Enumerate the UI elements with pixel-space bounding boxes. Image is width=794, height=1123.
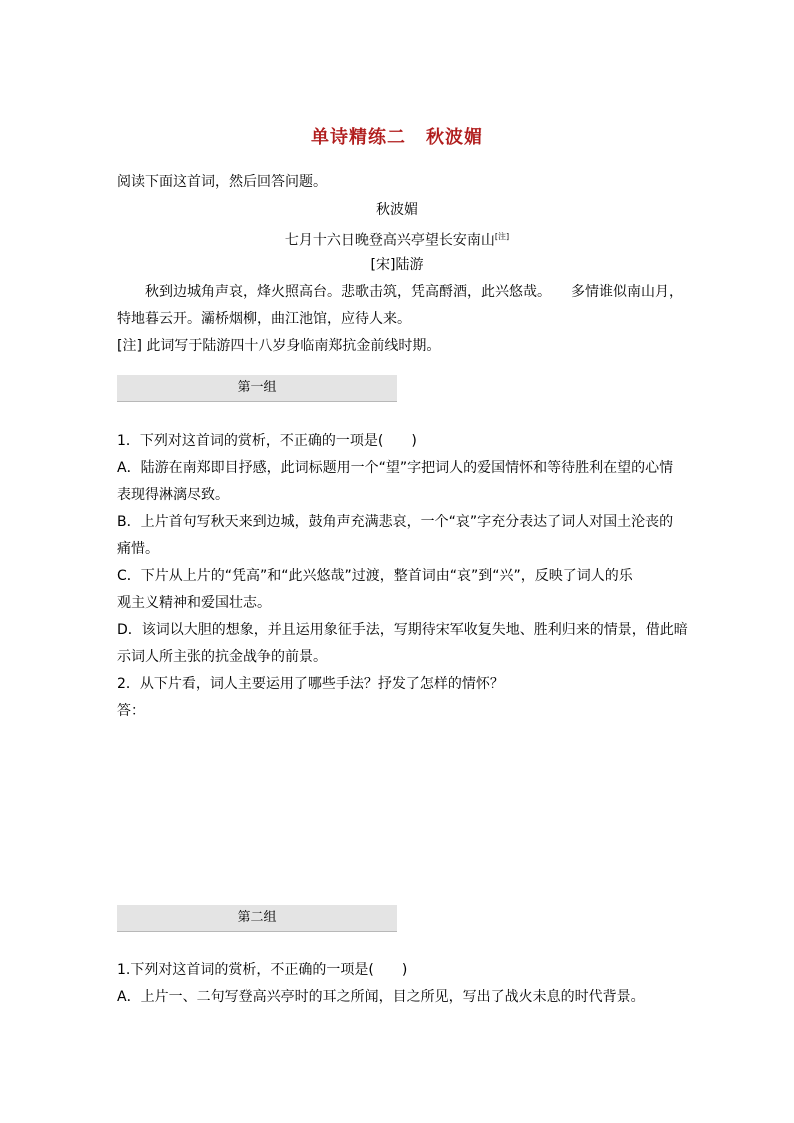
option-a-line-2: 表现得淋漓尽致。 <box>117 487 229 503</box>
footnote-text: 此词写于陆游四十八岁身临南郑抗金前线时期。 <box>146 338 441 354</box>
section-heading-group-2: 第二组 <box>117 905 397 932</box>
question-2: 2．从下片看，词人主要运用了哪些手法？抒发了怎样的情怀？ <box>117 676 504 692</box>
poem-line-1b: 多情谁似南山月， <box>571 284 683 300</box>
option-c-line-1: C．下片从上片的“凭高”和“此兴悠哉”过渡，整首词由“哀”到“兴”，反映了词人的乐 <box>117 568 633 584</box>
option-d-line-1: D．该词以大胆的想象，并且运用象征手法，写期待宋军收复失地、胜利归来的情景，借此暗 <box>117 622 688 638</box>
poem-line-1: 秋到边城角声哀，烽火照高台。悲歌击筑，凭高酹酒，此兴悠哉。 <box>145 284 551 300</box>
group-2-option-a: A．上片一、二句写登高兴亭时的耳之所闻，目之所见，写出了战火未息的时代背景。 <box>117 989 645 1005</box>
option-a-line-1: A．陆游在南郑即目抒感，此词标题用一个“望”字把词人的爱国情怀和等待胜利在望的心情 <box>117 460 674 476</box>
intro-text: 阅读下面这首词，然后回答问题。 <box>117 174 327 190</box>
page-title <box>0 123 794 149</box>
note-marker: [注] <box>494 232 510 241</box>
group-2-question-1: 1.下列对这首词的赏析，不正确的一项是( ) <box>117 962 408 978</box>
section-heading-group-1: 第一组 <box>117 375 397 402</box>
question-1: 1．下列对这首词的赏析，不正确的一项是( ) <box>117 433 417 449</box>
option-b-line-2: 痛惜。 <box>117 541 159 557</box>
poem-line-2: 特地暮云开。灞桥烟柳，曲江池馆，应待人来。 <box>117 311 411 327</box>
poem-subtitle <box>117 227 677 251</box>
title-poem-name: 秋波媚 <box>426 127 483 148</box>
option-c-line-2: 观主义精神和爱国壮志。 <box>117 595 271 611</box>
poem-author: [宋]陆游 <box>370 257 424 273</box>
footnote-label: [注] <box>117 338 142 354</box>
footnote <box>117 336 440 356</box>
title-main: 单诗精练二 <box>311 127 406 148</box>
option-d-line-2: 示词人所主张的抗金战争的前景。 <box>117 649 327 665</box>
option-b-line-1: B．上片首句写秋天来到边城，鼓角声充满悲哀，一个“哀”字充分表达了词人对国土沦丧的 <box>117 514 674 530</box>
poem-subtitle-text: 七月十六日晚登高兴亭望长安南山 <box>284 232 495 249</box>
answer-label: 答： <box>117 703 145 719</box>
poem-name: 秋波媚 <box>376 202 418 218</box>
